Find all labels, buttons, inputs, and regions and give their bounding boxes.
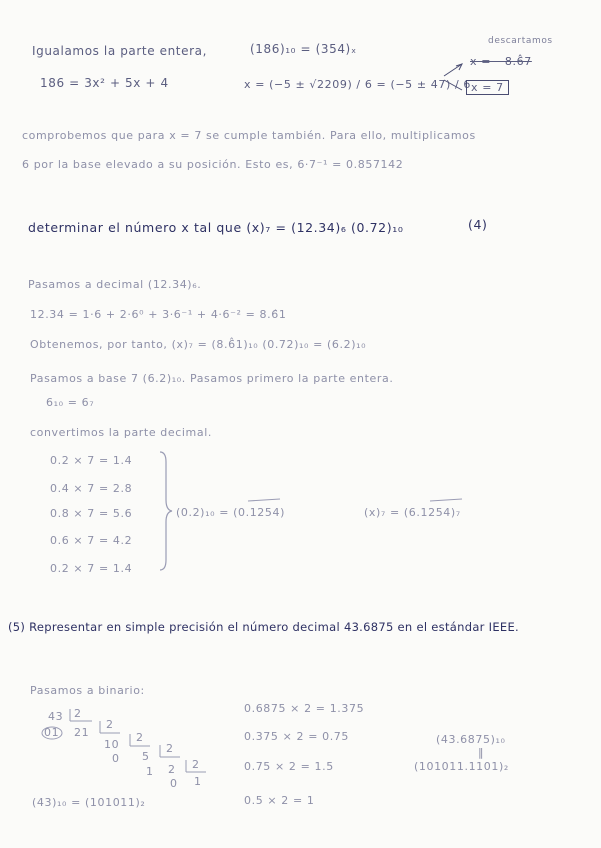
division-number: 43 (48, 710, 64, 723)
decimal-conversion-intro: Pasamos a decimal (12.34)₆. (28, 278, 202, 291)
remainder-circle (42, 727, 62, 739)
division-bracket (130, 734, 150, 746)
division-bracket (100, 721, 120, 733)
division-bracket (160, 745, 180, 757)
division-number: 21 (74, 726, 90, 739)
fraction-row: 0.375 × 2 = 0.75 (244, 730, 350, 743)
decimal-expansion: 12.34 = 1·6 + 2·6⁰ + 3·6⁻¹ + 4·6⁻² = 8.6̂1 (30, 308, 287, 321)
product-result: Obtenemos, por tanto, (x)₇ = (8.6̂1)₁₀ (0.72)₁₀ = (6.2)₁₀ (30, 338, 367, 351)
integer-part-intro: Igualamos la parte entera, (32, 44, 207, 58)
verification-line-1: comprobemos que para x = 7 se cumple también. Para ello, multiplicamos (22, 129, 476, 142)
binary-equals-mark: ‖ (478, 746, 485, 759)
conversion-row: 0.2 × 7 = 1.4 (50, 454, 133, 467)
division-number: 2 (136, 731, 144, 744)
division-bracket (186, 760, 206, 772)
division-number: 2 (166, 742, 174, 755)
fraction-row: 0.6875 × 2 = 1.375 (244, 702, 365, 715)
division-number: 2 (192, 758, 200, 771)
division-number: 2 (74, 707, 82, 720)
repeating-overline (248, 499, 280, 501)
conversion-row: 0.6 × 7 = 4.2 (50, 534, 133, 547)
integer-binary-result: (43)₁₀ = (101011)₂ (32, 796, 146, 809)
positive-solution: x = 7 (466, 80, 509, 95)
decimal-part-intro: convertimos la parte decimal. (30, 426, 212, 439)
division-number: 2 (106, 718, 114, 731)
binary-result: (101011.1101)₂ (414, 760, 509, 773)
integer-part-base-7: 6₁₀ = 6₇ (46, 396, 95, 409)
binary-source-value: (43.6875)₁₀ (436, 733, 506, 746)
division-number: 1 (146, 765, 154, 778)
binary-intro: Pasamos a binario: (30, 684, 145, 697)
quadratic-solution: x = (−5 ± √2209) / 6 = (−5 ± 47) / 6 (244, 78, 471, 91)
conversion-row: 0.4 × 7 = 2.8 (50, 482, 133, 495)
division-number: 1 (194, 775, 202, 788)
problem-4-title: determinar el número x tal que (x)₇ = (12.34)₆ (0.72)₁₀ (28, 220, 404, 235)
division-bracket (70, 709, 92, 721)
fraction-row: 0.75 × 2 = 1.5 (244, 760, 334, 773)
verification-line-2: 6 por la base elevado a su posición. Esto es, 6·7⁻¹ = 0.857142 (22, 158, 404, 171)
division-number: 10 (104, 738, 120, 751)
division-number: 01 (44, 726, 60, 739)
division-number: 2 (168, 763, 176, 776)
brace-icon (160, 452, 172, 570)
fraction-row: 0.5 × 2 = 1 (244, 794, 315, 807)
problem-5-title: (5) Representar en simple precisión el número decimal 43.6875 en el estándar IEEE. (8, 620, 519, 634)
final-base-7-result: (x)₇ = (6.1254)₇ (364, 506, 461, 519)
discard-note: descartamos (488, 36, 553, 46)
division-number: 5 (142, 750, 150, 763)
division-number: 0 (112, 752, 120, 765)
arrow-to-positive-solution (444, 80, 462, 90)
repeating-overline (430, 499, 462, 501)
conversion-row: 0.2 × 7 = 1.4 (50, 562, 133, 575)
quadratic-equation: 186 = 3x² + 5x + 4 (40, 76, 169, 90)
decimal-part-result: (0.2)₁₀ = (0.1254) (176, 506, 285, 519)
base-7-intro: Pasamos a base 7 (6.2)₁₀. Pasamos primero la parte entera. (30, 372, 394, 385)
negative-solution: x = −8.6̂7 (470, 55, 532, 68)
integer-equation: (186)₁₀ = (354)ₓ (250, 42, 357, 56)
problem-4-number: (4) (468, 217, 488, 232)
division-number: 0 (170, 777, 178, 790)
conversion-row: 0.8 × 7 = 5.6 (50, 507, 133, 520)
